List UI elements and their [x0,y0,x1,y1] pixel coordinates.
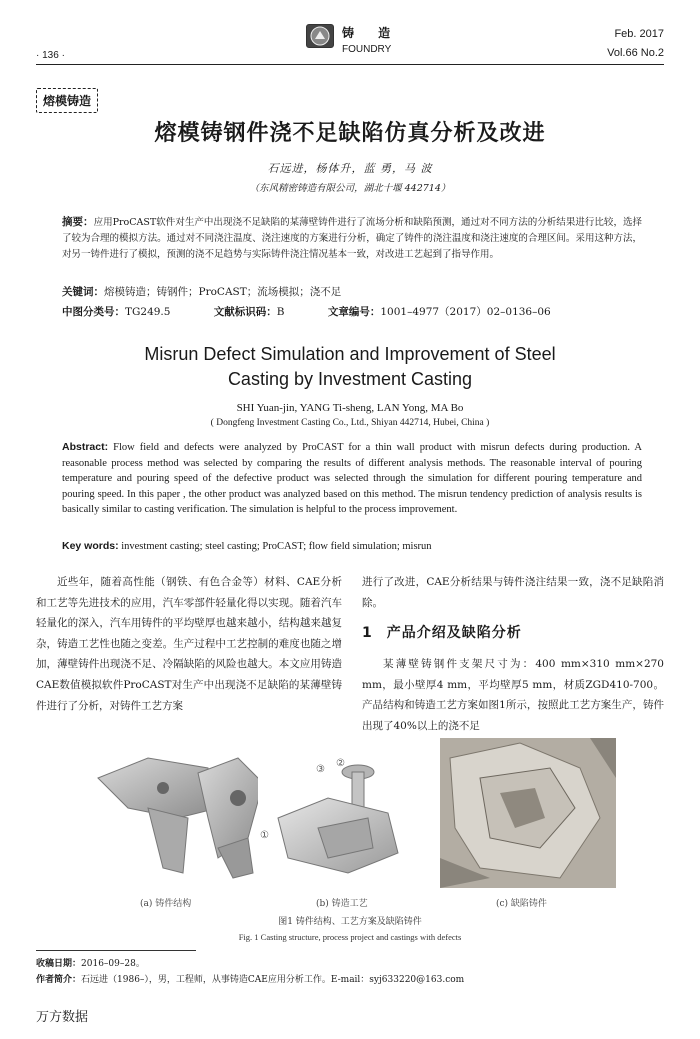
issue-date: Feb. 2017 [614,28,664,40]
clc-label: 中图分类号： [62,306,125,318]
section-tag: 熔模铸造 [36,88,98,113]
author-bio-value: 石远进（1986–），男，工程师，从事铸造CAE应用分析工作。E-mail：syj633220@163.com [81,975,465,985]
authors-en: SHI Yuan-jin, YANG Ti-sheng, LAN Yong, MA Bo [236,402,464,414]
author-bio [36,972,464,985]
journal-name-cn: 铸 造 [342,26,401,40]
figure-casting-process [258,758,418,888]
marker-2: ② [336,758,345,769]
keywords-en [62,540,642,552]
abstract-en-label: Abstract: [62,441,109,453]
volume-issue: Vol.66 No.2 [607,47,664,59]
title-en-line1: Misrun Defect Simulation and Improvement of Steel [144,344,556,364]
marker-3: ③ [316,764,325,775]
keywords-en-label: Key words: [62,540,119,552]
marker-1: ① [260,830,269,841]
journal-name-en: FOUNDRY [342,44,392,55]
clc-value: TG249.5 [125,306,171,318]
intro-paragraph: 近些年，随着高性能（钢铁、有色合金等）材料、CAE分析和工艺等先进技术的应用，汽车零部件轻量化得以实现。随着汽车轻量化的深入，汽车用铸件的平均壁厚也越来越小，结构越来越复杂，铸造工艺性也随之变差。生产过程中工艺控制的难度也随之增加，薄壁铸件出现浇不足、冷隔缺陷的风险也越大。本文应用铸造CAE数值模拟软件ProCAST对生产中出现浇不足缺陷的某薄壁铸件进行了分析，对铸件工艺方案 [36,576,342,712]
article-no-value: 1001–4977（2017）02–0136–06 [380,306,551,318]
journal-logo [306,24,334,48]
subcaption-c: (c) 缺陷铸件 [496,899,547,909]
body-right-column-bottom [362,654,664,736]
header-rule [36,64,664,65]
affiliation-en: ( Dongfeng Investment Casting Co., Ltd., Shiyan 442714, Hubei, China ) [210,418,490,428]
figure-defect-casting-photo [440,738,616,888]
subcaption-b: (b) 铸造工艺 [316,899,368,909]
figure-caption-en: Fig. 1 Casting structure, process project and castings with defects [238,932,462,942]
author-bio-label: 作者简介： [36,975,82,985]
page-number: · 136 · [36,50,65,61]
footnote-rule [36,950,196,951]
product-paragraph: 某薄壁铸钢件支架尺寸为：400 mm×310 mm×270 mm，最小壁厚4 mm，平均壁厚5 mm，材质ZGD410-700。产品结构和铸造工艺方案如图1所示，按照此工艺方案生产，铸件出现了40%以上的浇不足 [362,658,664,732]
subcaption-a: (a) 铸件结构 [140,899,192,909]
keywords-cn-text: 熔模铸造；铸钢件；ProCAST；流场模拟；浇不足 [104,286,342,298]
keywords-cn-label: 关键词： [62,286,104,298]
abstract-cn-text: 应用ProCAST软件对生产中出现浇不足缺陷的某薄壁铸件进行了流场分析和缺陷预测，通过对不同方法的分析结果进行比较，选择了较为合理的模拟方法。通过对不同浇注温度、浇注速度的方案进行分析，确定了铸件的浇注温度和浇注速度的合理区间。采用这种方法，对另一铸件进行了模拟，预测的浇不足趋势与实际铸件浇注情况基本一致，对改进工艺起到了指导作用。 [62,217,642,260]
section-number: 1 [362,625,373,641]
received-date [36,956,145,969]
title-en [0,342,700,392]
article-no-label: 文章编号： [327,306,381,318]
doc-code-value: B [276,306,285,318]
title-cn: 熔模铸钢件浇不足缺陷仿真分析及改进 [154,121,546,146]
section-heading [362,622,522,642]
figure-caption-cn: 图1 铸件结构、工艺方案及缺陷铸件 [278,917,422,927]
received-value: 2016–09–28。 [81,959,145,969]
watermark: 万方数据 [36,1010,89,1025]
received-label: 收稿日期： [36,959,82,969]
section-title: 产品介绍及缺陷分析 [386,625,522,641]
abstract-en-text: Flow field and defects were analyzed by ProCAST for a thin wall product with misrun defects during production. A reasonable process method was selected by comparing the results of different analysis methods. The reasonable interval of pouring temperature and pouring speed of the defective product was selected through the simulation for different pouring temperature and pouring speed. In this paper , the other product was analyzed based on this method. The misrun tendency prediction of analysis results is basically similar to casting verification. The simulation is helpful to the process improvement. [62,442,642,516]
abstract-cn [62,214,642,263]
abstract-cn-label: 摘要： [62,216,94,228]
intro-continuation: 进行了改进，CAE分析结果与铸件浇注结果一致，浇不足缺陷消除。 [362,576,664,609]
body-right-column-top [362,572,664,613]
title-en-line2: Casting by Investment Casting [227,369,473,389]
authors-cn: 石远进，杨体升，蓝 勇，马 波 [267,162,433,175]
classification-line [62,304,662,319]
keywords-en-text: investment casting; steel casting; ProCAST; flow field simulation; misrun [121,541,432,552]
doc-code-label: 文献标识码： [213,306,277,318]
abstract-en [62,440,642,518]
affiliation-cn: （东风精密铸造有限公司，湖北十堰 442714） [249,183,451,194]
keywords-cn [62,284,642,299]
body-left-column [36,572,342,716]
